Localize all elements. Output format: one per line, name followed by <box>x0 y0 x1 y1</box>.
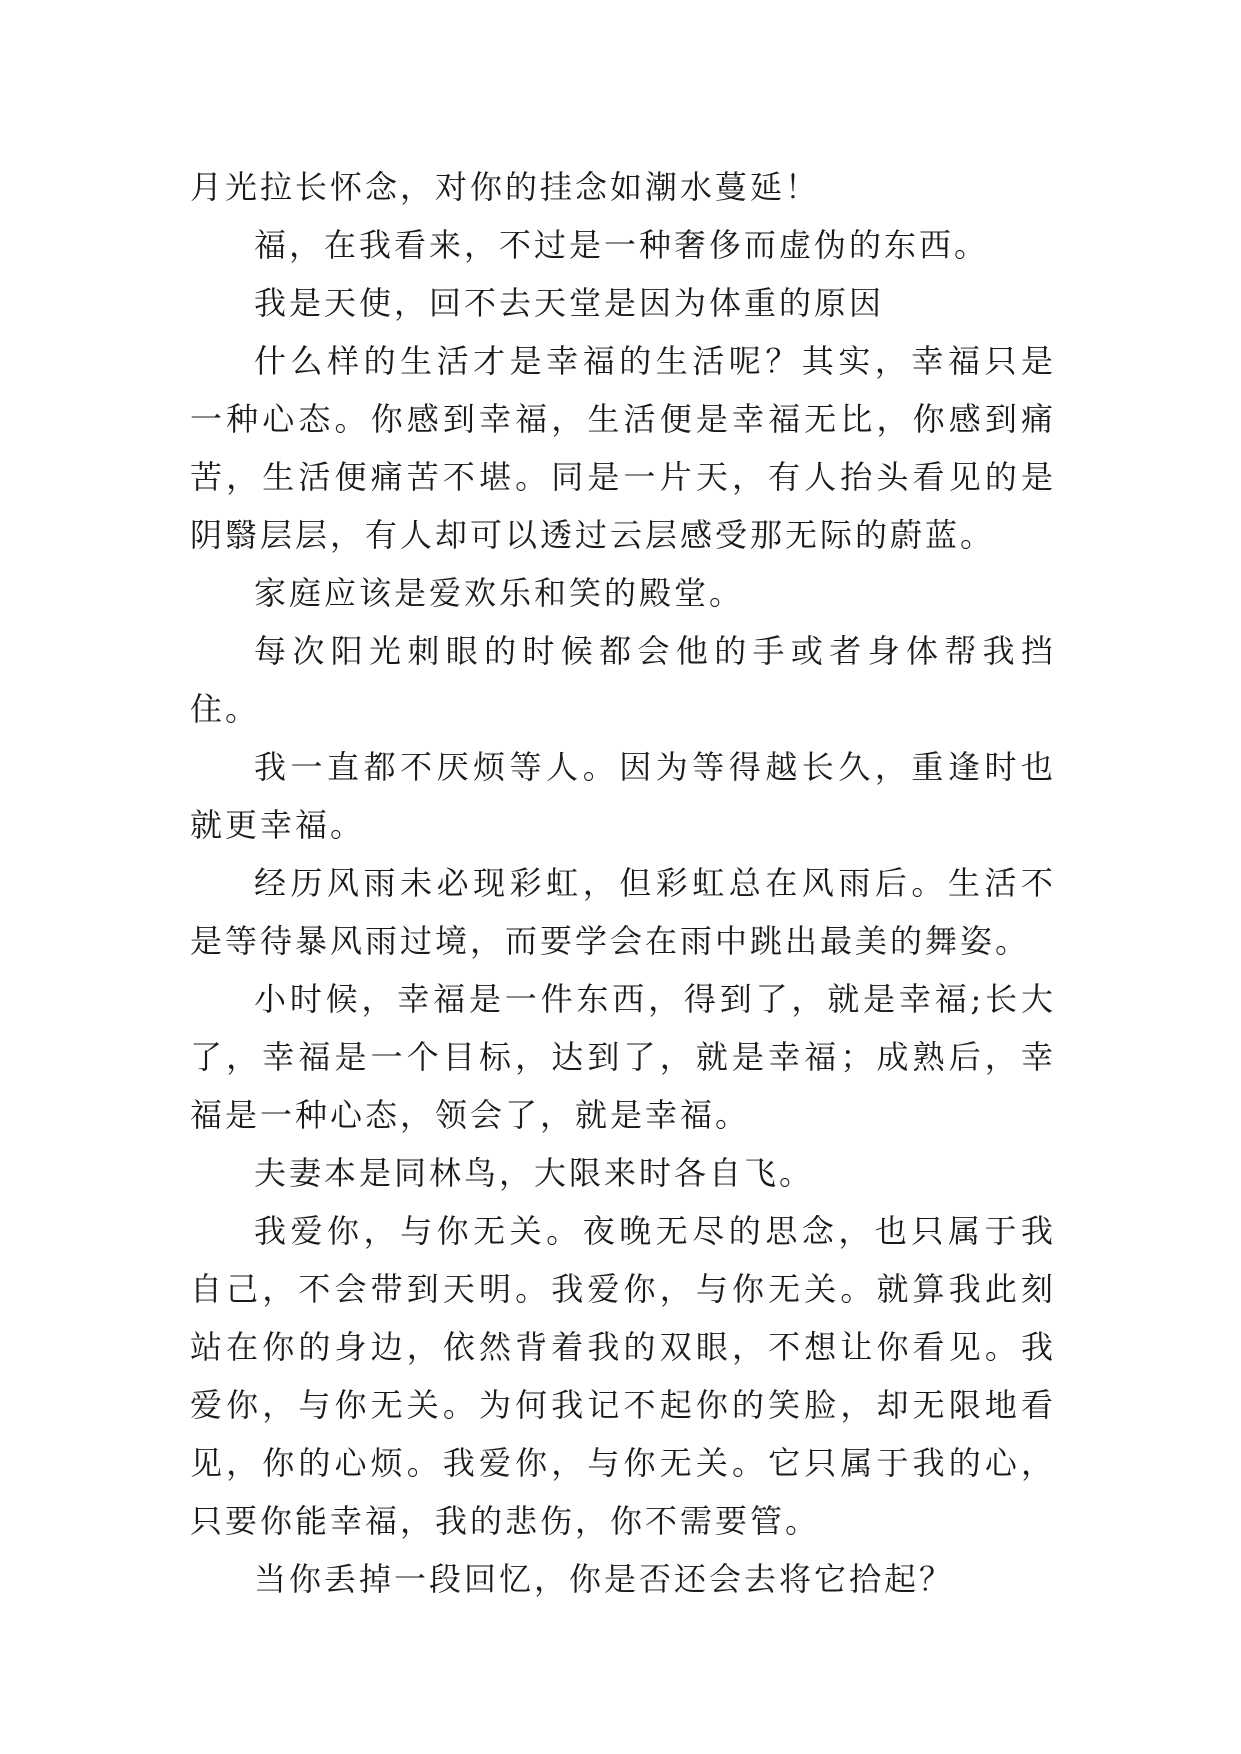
paragraph-10: 夫妻本是同林鸟，大限来时各自飞。 <box>254 1154 815 1192</box>
paragraph-8: 经历风雨未必现彩虹，但彩虹总在风雨后。生活不是等待暴风雨过境，而要学会在雨中跳出最美的舞姿。 <box>190 864 1056 960</box>
paragraph-3: 我是天使，回不去天堂是因为体重的原因 <box>254 284 885 322</box>
paragraph-12: 当你丢掉一段回忆，你是否还会去将它拾起？ <box>254 1560 955 1598</box>
paragraph-11: 我爱你，与你无关。夜晚无尽的思念，也只属于我自己，不会带到天明。我爱你，与你无关。就算我此刻站在你的身边，依然背着我的双眼，不想让你看见。我爱你，与你无关。为何我记不起你的笑脸，却无限地看见，你的心烦。我爱你，与你无关。它只属于我的心，只要你能幸福，我的悲伤，你不需要管。 <box>190 1212 1056 1540</box>
paragraph-7: 我一直都不厌烦等人。因为等得越长久，重逢时也就更幸福。 <box>190 748 1056 844</box>
paragraph-5: 家庭应该是爱欢乐和笑的殿堂。 <box>254 574 745 612</box>
paragraph-9: 小时候，幸福是一件东西，得到了，就是幸福;长大了，幸福是一个目标，达到了，就是幸福；成熟后，幸福是一种心态，领会了，就是幸福。 <box>190 980 1056 1134</box>
paragraph-1: 月光拉长怀念，对你的挂念如潮水蔓延！ <box>190 168 821 206</box>
paragraph-6: 每次阳光刺眼的时候都会他的手或者身体帮我挡住。 <box>190 632 1056 728</box>
paragraph-4: 什么样的生活才是幸福的生活呢？其实，幸福只是一种心态。你感到幸福，生活便是幸福无比，你感到痛苦，生活便痛苦不堪。同是一片天，有人抬头看见的是阴翳层层，有人却可以透过云层感受那无际的蔚蓝。 <box>190 342 1056 554</box>
body-text <box>190 158 1056 1608</box>
paragraph-2: 福，在我看来，不过是一种奢侈而虚伪的东西。 <box>254 226 990 264</box>
